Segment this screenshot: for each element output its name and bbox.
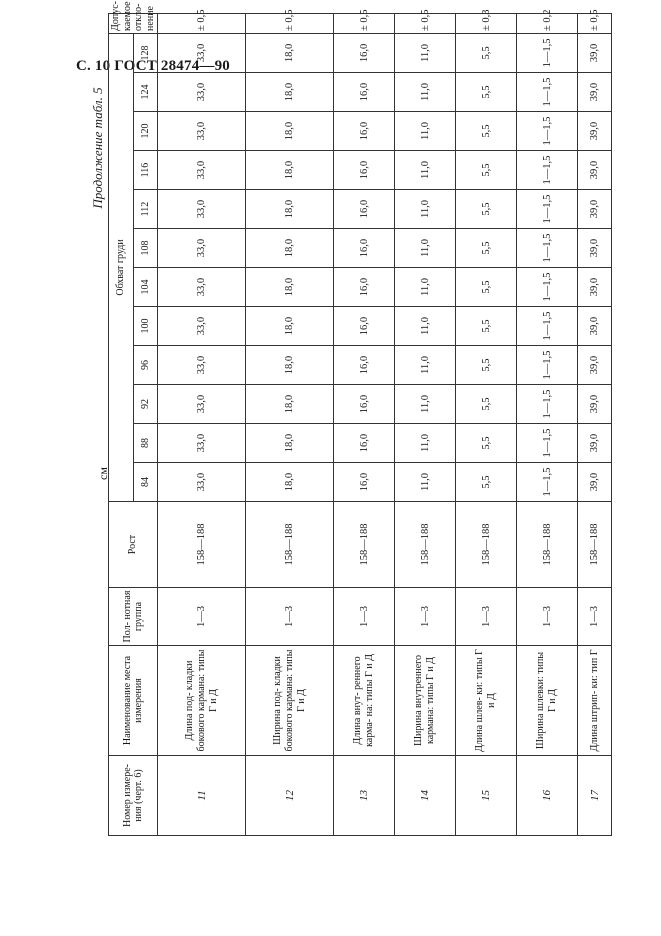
row-value: 33,0 (158, 190, 246, 229)
row-value: 11,0 (395, 424, 456, 463)
row-value: 1—1,5 (517, 268, 578, 307)
row-group: 1—3 (246, 588, 334, 646)
row-value: 11,0 (395, 346, 456, 385)
row-value: 39,0 (578, 424, 612, 463)
row-value: 18,0 (246, 190, 334, 229)
row-value: 18,0 (246, 112, 334, 151)
row-value: 33,0 (158, 268, 246, 307)
row-value: 5,5 (456, 190, 517, 229)
measurements-table (108, 1, 612, 836)
row-value: 39,0 (578, 268, 612, 307)
row-height: 158—188 (517, 502, 578, 588)
row-value: 16,0 (334, 346, 395, 385)
row-value: 39,0 (578, 73, 612, 112)
row-height: 158—188 (578, 502, 612, 588)
table-container (108, 1, 601, 836)
chest-size: 116 (133, 151, 158, 190)
row-value: 11,0 (395, 385, 456, 424)
row-value: 16,0 (334, 268, 395, 307)
row-height: 158—188 (395, 502, 456, 588)
table-row (578, 13, 612, 835)
header-chest: Обхват груди (109, 33, 134, 501)
row-tolerance: ± 0,2 (517, 13, 578, 33)
row-value: 11,0 (395, 33, 456, 72)
row-value: 1—1,5 (517, 33, 578, 72)
page-header: С. 10 ГОСТ 28474—90 (76, 58, 230, 74)
row-value: 11,0 (395, 151, 456, 190)
row-value: 11,0 (395, 307, 456, 346)
row-value: 33,0 (158, 151, 246, 190)
row-value: 18,0 (246, 229, 334, 268)
row-value: 18,0 (246, 73, 334, 112)
chest-size: 112 (133, 190, 158, 229)
row-value: 5,5 (456, 346, 517, 385)
row-tolerance: ± 0,5 (246, 13, 334, 33)
header-tolerance: Допус- каемое откло- нение (109, 13, 158, 33)
row-value: 5,5 (456, 112, 517, 151)
row-value: 18,0 (246, 151, 334, 190)
row-value: 1—1,5 (517, 112, 578, 151)
chest-size: 124 (133, 73, 158, 112)
header-row-top (109, 13, 134, 835)
row-value: 16,0 (334, 307, 395, 346)
row-tolerance: ± 0,5 (334, 13, 395, 33)
header-number: Номер измере- ния (черт. 6) (109, 756, 158, 836)
row-tolerance: ± 0,5 (578, 13, 612, 33)
row-name: Длина шлев- ки: типы Г и Д (456, 646, 517, 756)
row-group: 1—3 (578, 588, 612, 646)
row-value: 1—1,5 (517, 385, 578, 424)
table-row (334, 13, 395, 835)
row-name: Ширина под- кладки бокового кармана: типы Г и Д (246, 646, 334, 756)
row-tolerance: ± 0,5 (158, 13, 246, 33)
row-value: 5,5 (456, 385, 517, 424)
table-row (246, 13, 334, 835)
row-number: 11 (158, 756, 246, 836)
row-value: 16,0 (334, 73, 395, 112)
row-value: 39,0 (578, 112, 612, 151)
row-value: 39,0 (578, 190, 612, 229)
row-value: 33,0 (158, 385, 246, 424)
row-value: 1—1,5 (517, 73, 578, 112)
row-value: 39,0 (578, 346, 612, 385)
row-value: 5,5 (456, 463, 517, 502)
row-value: 5,5 (456, 268, 517, 307)
row-value: 39,0 (578, 151, 612, 190)
table-row (395, 13, 456, 835)
row-value: 18,0 (246, 268, 334, 307)
row-group: 1—3 (158, 588, 246, 646)
row-value: 33,0 (158, 73, 246, 112)
row-value: 1—1,5 (517, 346, 578, 385)
chest-size: 96 (133, 346, 158, 385)
row-value: 39,0 (578, 229, 612, 268)
row-value: 16,0 (334, 463, 395, 502)
row-height: 158—188 (334, 502, 395, 588)
row-value: 18,0 (246, 33, 334, 72)
row-value: 1—1,5 (517, 151, 578, 190)
row-value: 1—1,5 (517, 424, 578, 463)
row-value: 39,0 (578, 463, 612, 502)
row-value: 1—1,5 (517, 463, 578, 502)
row-value: 1—1,5 (517, 190, 578, 229)
row-number: 13 (334, 756, 395, 836)
row-value: 18,0 (246, 307, 334, 346)
row-value: 11,0 (395, 268, 456, 307)
row-number: 16 (517, 756, 578, 836)
row-value: 33,0 (158, 346, 246, 385)
row-value: 33,0 (158, 463, 246, 502)
row-value: 11,0 (395, 73, 456, 112)
row-group: 1—3 (395, 588, 456, 646)
row-value: 18,0 (246, 424, 334, 463)
header-name: Наименование места измерения (109, 646, 158, 756)
row-value: 5,5 (456, 151, 517, 190)
chest-size: 84 (133, 463, 158, 502)
table-row (456, 13, 517, 835)
row-value: 16,0 (334, 424, 395, 463)
header-group: Пол- нотная группа (109, 588, 158, 646)
row-value: 18,0 (246, 346, 334, 385)
row-group: 1—3 (456, 588, 517, 646)
chest-size: 108 (133, 229, 158, 268)
row-value: 11,0 (395, 229, 456, 268)
row-tolerance: ± 0,3 (456, 13, 517, 33)
row-value: 33,0 (158, 307, 246, 346)
row-number: 14 (395, 756, 456, 836)
table-body (158, 9, 612, 835)
row-number: 17 (578, 756, 612, 836)
row-value: 5,5 (456, 229, 517, 268)
row-value: 11,0 (395, 463, 456, 502)
row-value: 16,0 (334, 112, 395, 151)
row-name: Длина штрип- ки: тип Г (578, 646, 612, 756)
row-height: 158—188 (158, 502, 246, 588)
row-group: 1—3 (334, 588, 395, 646)
row-value: 18,0 (246, 385, 334, 424)
row-height: 158—188 (456, 502, 517, 588)
row-number: 15 (456, 756, 517, 836)
row-value: 1—1,5 (517, 307, 578, 346)
header-height: Рост (109, 502, 158, 588)
row-value: 33,0 (158, 33, 246, 72)
chest-size: 88 (133, 424, 158, 463)
table-row (158, 13, 246, 835)
row-value: 5,5 (456, 424, 517, 463)
row-value: 1—1,5 (517, 229, 578, 268)
chest-size: 104 (133, 268, 158, 307)
row-value: 16,0 (334, 385, 395, 424)
row-value: 33,0 (158, 424, 246, 463)
row-height: 158—188 (246, 502, 334, 588)
row-value: 11,0 (395, 112, 456, 151)
row-value: 16,0 (334, 33, 395, 72)
units-label: см (95, 467, 110, 480)
row-value: 39,0 (578, 33, 612, 72)
row-value: 39,0 (578, 307, 612, 346)
row-name: Длина внут- реннего карма- на: типы Г и Д (334, 646, 395, 756)
row-name: Ширина шлевки: типы Г и Д (517, 646, 578, 756)
row-number: 12 (246, 756, 334, 836)
row-value: 5,5 (456, 307, 517, 346)
row-value: 18,0 (246, 463, 334, 502)
chest-size: 100 (133, 307, 158, 346)
table-row (517, 13, 578, 835)
row-value: 5,5 (456, 73, 517, 112)
chest-size: 128 (133, 33, 158, 72)
row-tolerance: ± 0,5 (395, 13, 456, 33)
row-value: 16,0 (334, 190, 395, 229)
row-value: 39,0 (578, 385, 612, 424)
row-value: 11,0 (395, 190, 456, 229)
row-value: 33,0 (158, 229, 246, 268)
chest-size: 120 (133, 112, 158, 151)
row-value: 5,5 (456, 33, 517, 72)
row-name: Длина под- кладки бокового кармана: типы Г и Д (158, 646, 246, 756)
row-value: 16,0 (334, 229, 395, 268)
continuation-label: Продолжение табл. 5 (90, 87, 105, 209)
row-value: 16,0 (334, 151, 395, 190)
row-group: 1—3 (517, 588, 578, 646)
row-value: 33,0 (158, 112, 246, 151)
chest-size: 92 (133, 385, 158, 424)
row-name: Ширина внутреннего кармана: типы Г и Д (395, 646, 456, 756)
